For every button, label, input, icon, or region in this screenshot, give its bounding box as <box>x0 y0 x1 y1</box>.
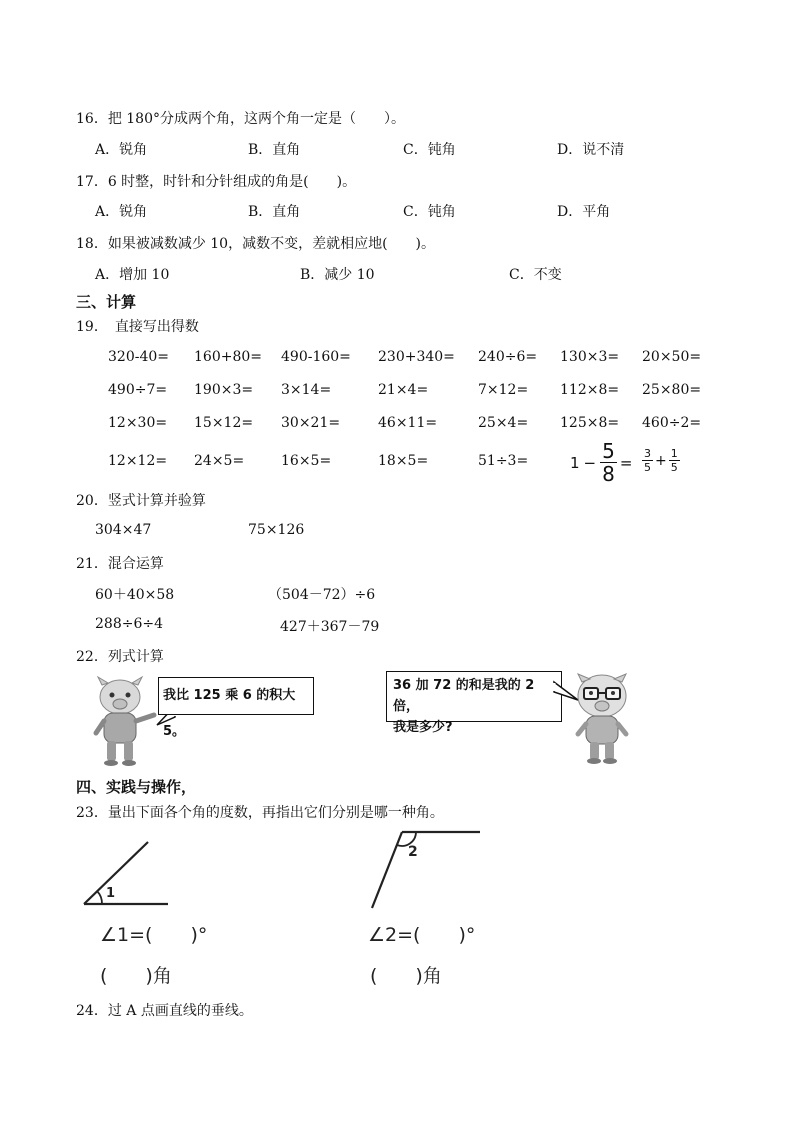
angle-1-figure <box>80 838 172 910</box>
angle-2-type-blank[interactable]: ( )角 <box>370 965 442 987</box>
calc-item: 240÷6= <box>478 349 538 365</box>
calc-item: 30×21= <box>281 415 341 431</box>
fraction-three-fifths <box>642 448 653 473</box>
q21-item: （504－72）÷6 <box>268 587 376 603</box>
speech-bubble-right <box>386 671 562 735</box>
minus-sign: − <box>583 453 597 472</box>
fraction-five-eighths <box>600 441 617 484</box>
fraction-expression-1 <box>570 441 632 484</box>
calc-item: 51÷3= <box>478 453 529 469</box>
denominator: 5 <box>644 461 651 474</box>
q17-option-d[interactable]: D．平角 <box>557 204 611 220</box>
q18-stem: 18．如果被减数减少 10，减数不变，差就相应地( )。 <box>76 236 436 252</box>
calc-item: 490÷7= <box>108 382 168 398</box>
q17-option-a[interactable]: A．锐角 <box>95 204 148 220</box>
bubble-text-right-line2: 我是多少? <box>393 720 453 735</box>
denominator: 5 <box>670 461 678 474</box>
q17-option-c[interactable]: C．钝角 <box>403 204 456 220</box>
angle-1-marker: 1 <box>106 886 116 901</box>
q20-item: 304×47 <box>95 522 152 538</box>
q17-option-b[interactable]: B．直角 <box>248 204 301 220</box>
calc-item: 3×14= <box>281 382 332 398</box>
calc-item: 20×50= <box>642 349 702 365</box>
numerator: 3 <box>644 447 651 460</box>
calc-item: 24×5= <box>194 453 245 469</box>
calc-item: 490-160= <box>281 349 351 365</box>
numerator: 1 <box>670 447 678 460</box>
numerator: 5 <box>602 439 615 463</box>
calc-item: 21×4= <box>378 382 429 398</box>
q23-stem: 23．量出下面各个角的度数，再指出它们分别是哪一种角。 <box>76 805 444 821</box>
q18-option-c[interactable]: C．不变 <box>509 267 562 283</box>
q20-stem: 20．竖式计算并验算 <box>76 493 206 509</box>
q16-option-c[interactable]: C．钝角 <box>403 142 456 158</box>
calc-item: 130×3= <box>560 349 620 365</box>
calc-item: 12×30= <box>108 415 168 431</box>
q18-option-a[interactable]: A．增加 10 <box>95 267 170 283</box>
q17-stem: 17．6 时整，时针和分针组成的角是( )。 <box>76 174 357 190</box>
equals-sign: = <box>619 453 633 472</box>
denominator: 8 <box>602 462 615 486</box>
q21-item: 60＋40×58 <box>95 587 175 603</box>
calc-item: 7×12= <box>478 382 529 398</box>
q16-option-d[interactable]: D．说不清 <box>557 142 625 158</box>
q16-option-a[interactable]: A．锐角 <box>95 142 148 158</box>
calc-item: 160+80= <box>194 349 262 365</box>
q22-stem: 22．列式计算 <box>76 649 164 665</box>
angle-1-degree-blank[interactable]: ∠1=( )° <box>100 924 208 946</box>
q21-item: 288÷6÷4 <box>95 616 163 632</box>
angle-2-figure <box>366 826 482 910</box>
calc-item: 125×8= <box>560 415 620 431</box>
fraction-one-fifth <box>669 448 680 473</box>
angle-1-type-blank[interactable]: ( )角 <box>100 965 172 987</box>
calc-item: 25×80= <box>642 382 702 398</box>
calc-item: 16×5= <box>281 453 332 469</box>
speech-bubble-left <box>158 677 314 739</box>
plus-sign: + <box>655 452 667 469</box>
section-4-heading: 四、实践与操作， <box>76 778 197 796</box>
q21-item: 427＋367－79 <box>280 619 380 635</box>
calc-item: 15×12= <box>194 415 254 431</box>
q24-stem: 24．过 A 点画直线的垂线。 <box>76 1003 253 1019</box>
section-3-heading: 三、计算 <box>76 293 137 311</box>
calc-item: 230+340= <box>378 349 455 365</box>
calc-item: 25×4= <box>478 415 529 431</box>
pig-character-right-with-glasses <box>568 670 636 766</box>
q16-stem: 16．把 180°分成两个角，这两个角一定是（ ）。 <box>76 111 405 127</box>
angle-2-degree-blank[interactable]: ∠2=( )° <box>368 924 476 946</box>
q20-item: 75×126 <box>248 522 305 538</box>
q21-stem: 21．混合运算 <box>76 556 164 572</box>
calc-item: 12×12= <box>108 453 168 469</box>
q16-option-b[interactable]: B．直角 <box>248 142 301 158</box>
bubble-text-right-line1: 36 加 72 的和是我的 2 倍， <box>393 678 535 714</box>
calc-item: 320-40= <box>108 349 169 365</box>
bubble-text-left: 我比 125 乘 6 的积大 5。 <box>163 688 296 739</box>
q19-stem: 19． 直接写出得数 <box>76 319 199 335</box>
calc-item: 190×3= <box>194 382 254 398</box>
calc-item: 460÷2= <box>642 415 702 431</box>
q18-option-b[interactable]: B．减少 10 <box>300 267 375 283</box>
calc-item: 46×11= <box>378 415 438 431</box>
fraction-expression-2 <box>642 448 680 473</box>
pig-character-left <box>88 675 158 767</box>
calc-item: 18×5= <box>378 453 429 469</box>
calc-item: 112×8= <box>560 382 620 398</box>
angle-2-marker: 2 <box>408 844 418 860</box>
whole-number: 1 <box>570 453 580 472</box>
